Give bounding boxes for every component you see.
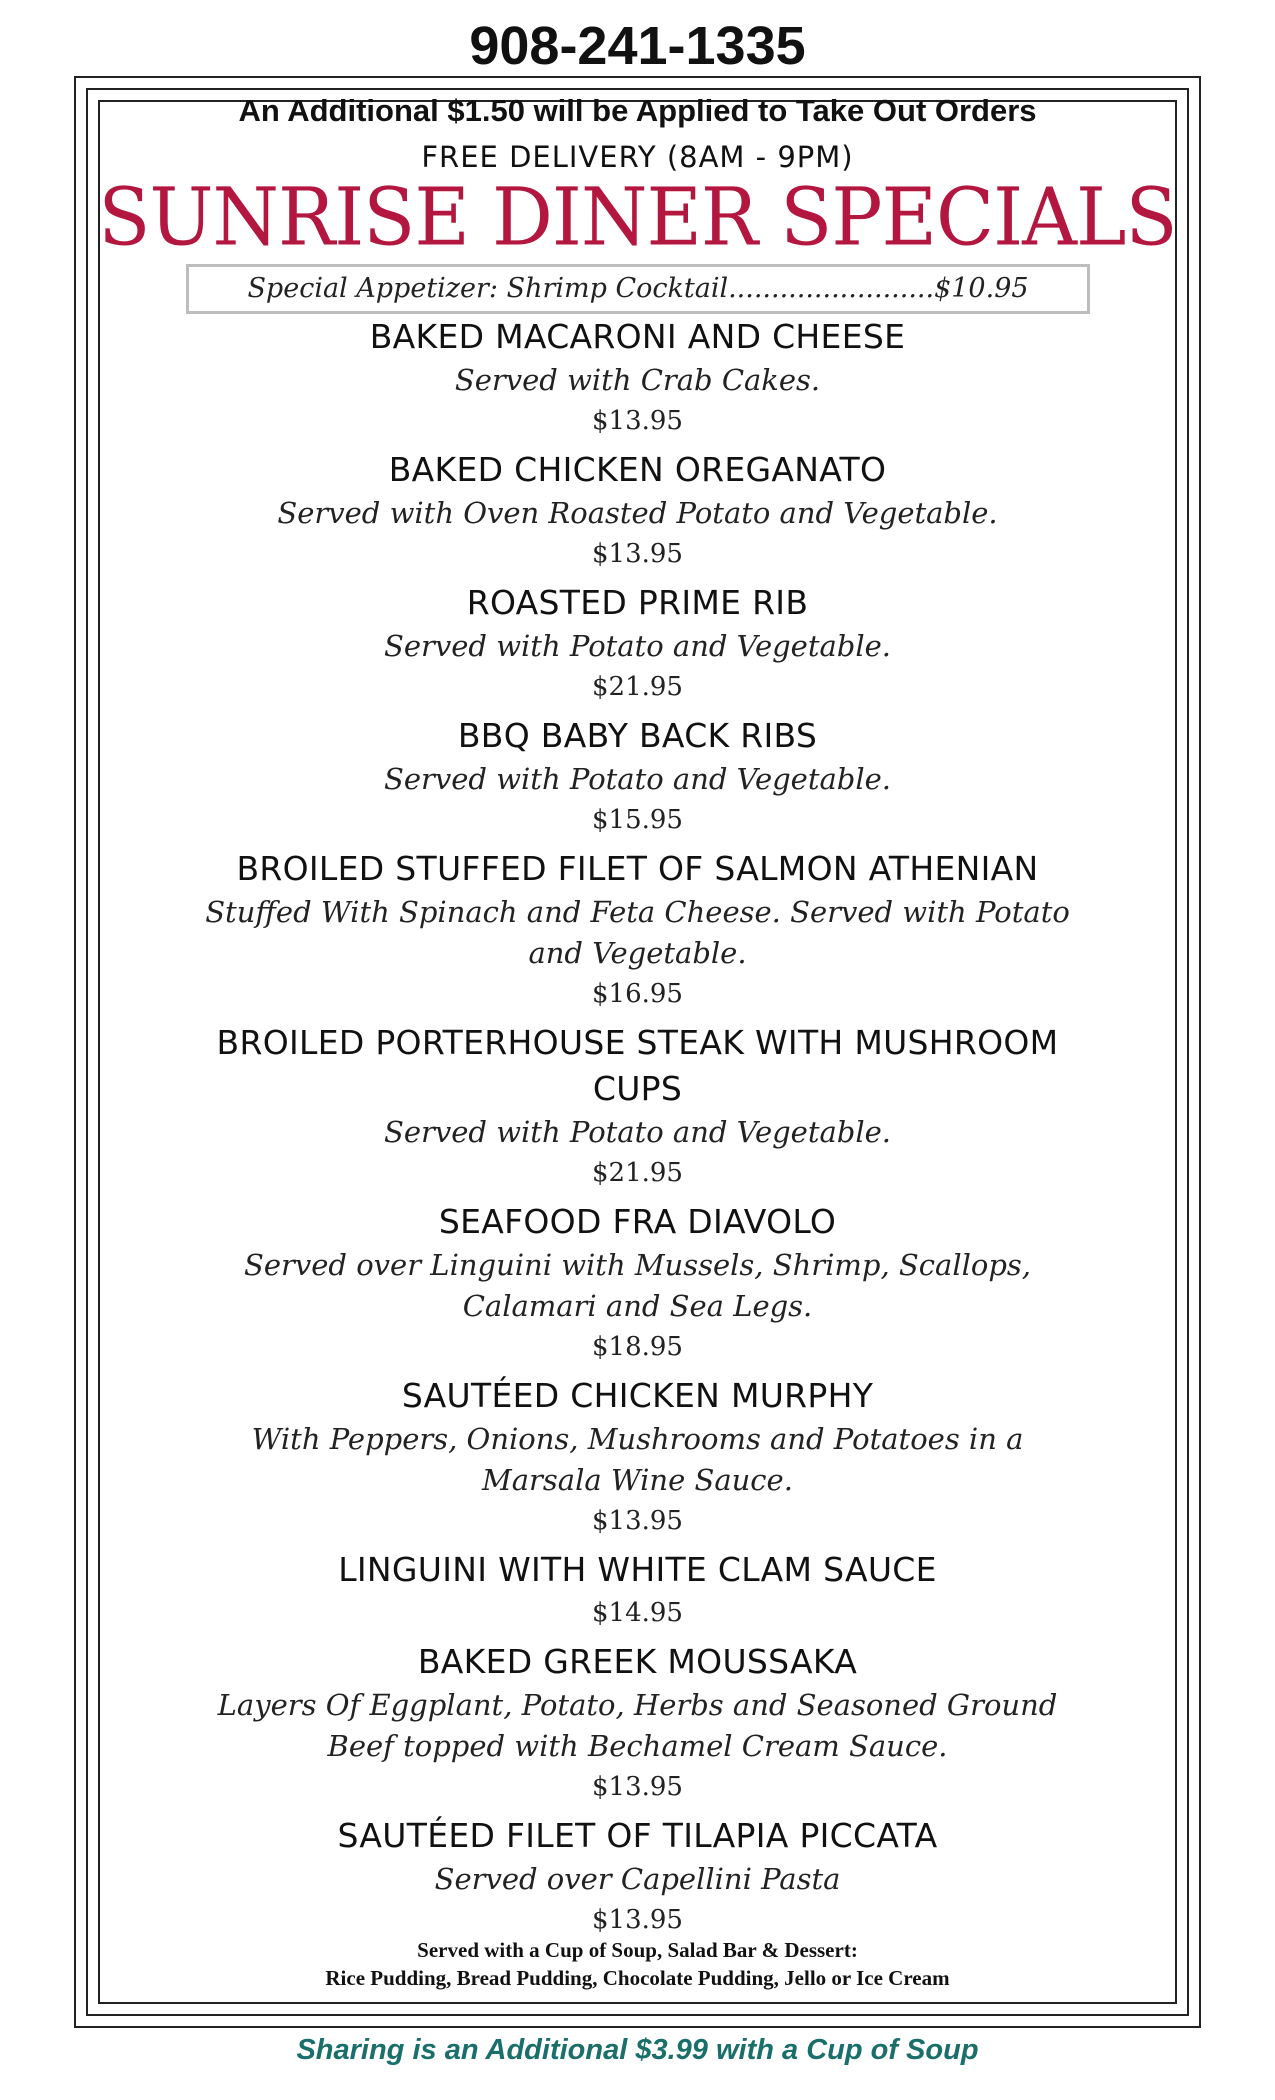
menu-item bbox=[190, 1639, 1085, 1807]
item-description: Served with Potato and Vegetable. bbox=[383, 1115, 892, 1149]
item-price: $16.95 bbox=[592, 979, 683, 1009]
delivery-notice: FREE DELIVERY (8AM - 9PM) bbox=[421, 140, 854, 174]
menu-item bbox=[190, 1199, 1085, 1367]
dessert-options-line: Rice Pudding, Bread Pudding, Chocolate Pudding, Jello or Ice Cream bbox=[325, 1966, 950, 1990]
item-price: $14.95 bbox=[592, 1598, 683, 1628]
item-description: Layers Of Eggplant, Potato, Herbs and Seasoned Ground Beef topped with Bechamel Cream Sauce. bbox=[217, 1688, 1058, 1763]
sharing-notice: Sharing is an Additional $3.99 with a Cup of Soup bbox=[296, 2034, 979, 2066]
included-sides-note bbox=[0, 1936, 1275, 1992]
item-description: Served with Potato and Vegetable. bbox=[383, 629, 892, 663]
special-appetizer: Special Appetizer: Shrimp Cocktail........................$10.95 bbox=[186, 264, 1090, 314]
item-name: BROILED STUFFED FILET OF SALMON ATHENIAN bbox=[236, 849, 1039, 888]
item-name: BROILED PORTERHOUSE STEAK WITH MUSHROOM CUPS bbox=[216, 1023, 1059, 1108]
item-description: Served with Crab Cakes. bbox=[454, 363, 821, 397]
menu-item bbox=[190, 580, 1085, 707]
item-name: BAKED MACARONI AND CHEESE bbox=[369, 317, 906, 356]
item-price: $13.95 bbox=[592, 406, 683, 436]
phone-number: 908-241-1335 bbox=[469, 16, 806, 76]
item-name: SAUTÉED FILET OF TILAPIA PICCATA bbox=[337, 1816, 938, 1855]
item-description: Served with Potato and Vegetable. bbox=[383, 762, 892, 796]
menu-title: SUNRISE DINER SPECIALS bbox=[98, 169, 1177, 264]
menu-item bbox=[190, 1547, 1085, 1633]
item-name: BAKED CHICKEN OREGANATO bbox=[388, 450, 887, 489]
item-price: $13.95 bbox=[592, 1905, 683, 1935]
item-price: $15.95 bbox=[592, 805, 683, 835]
takeout-notice: An Additional $1.50 will be Applied to Take Out Orders bbox=[238, 93, 1037, 128]
item-name: SEAFOOD FRA DIAVOLO bbox=[438, 1202, 837, 1241]
item-description: Stuffed With Spinach and Feta Cheese. Served with Potato and Vegetable. bbox=[205, 895, 1070, 970]
menu-item bbox=[190, 447, 1085, 574]
item-price: $21.95 bbox=[592, 1158, 683, 1188]
item-description: Served with Oven Roasted Potato and Vegetable. bbox=[277, 496, 998, 530]
menu-item bbox=[190, 713, 1085, 840]
menu-item bbox=[190, 314, 1085, 441]
item-description: Served over Linguini with Mussels, Shrimp, Scallops, Calamari and Sea Legs. bbox=[244, 1248, 1031, 1323]
item-price: $13.95 bbox=[592, 1506, 683, 1536]
item-price: $21.95 bbox=[592, 672, 683, 702]
item-name: BBQ BABY BACK RIBS bbox=[457, 716, 818, 755]
item-name: BAKED GREEK MOUSSAKA bbox=[417, 1642, 858, 1681]
item-description: Served over Capellini Pasta bbox=[434, 1862, 841, 1896]
item-price: $18.95 bbox=[592, 1332, 683, 1362]
item-name: LINGUINI WITH WHITE CLAM SAUCE bbox=[338, 1550, 937, 1589]
menu-item bbox=[190, 846, 1085, 1014]
item-description: With Peppers, Onions, Mushrooms and Potatoes in a Marsala Wine Sauce. bbox=[251, 1422, 1024, 1497]
menu-item bbox=[190, 1020, 1085, 1193]
item-name: ROASTED PRIME RIB bbox=[466, 583, 809, 622]
menu-item bbox=[190, 1813, 1085, 1940]
item-price: $13.95 bbox=[592, 539, 683, 569]
item-name: SAUTÉED CHICKEN MURPHY bbox=[401, 1376, 874, 1415]
specials-list bbox=[190, 314, 1085, 1946]
menu-item bbox=[190, 1373, 1085, 1541]
included-sides-line: Served with a Cup of Soup, Salad Bar & Dessert: bbox=[417, 1938, 858, 1962]
item-price: $13.95 bbox=[592, 1772, 683, 1802]
